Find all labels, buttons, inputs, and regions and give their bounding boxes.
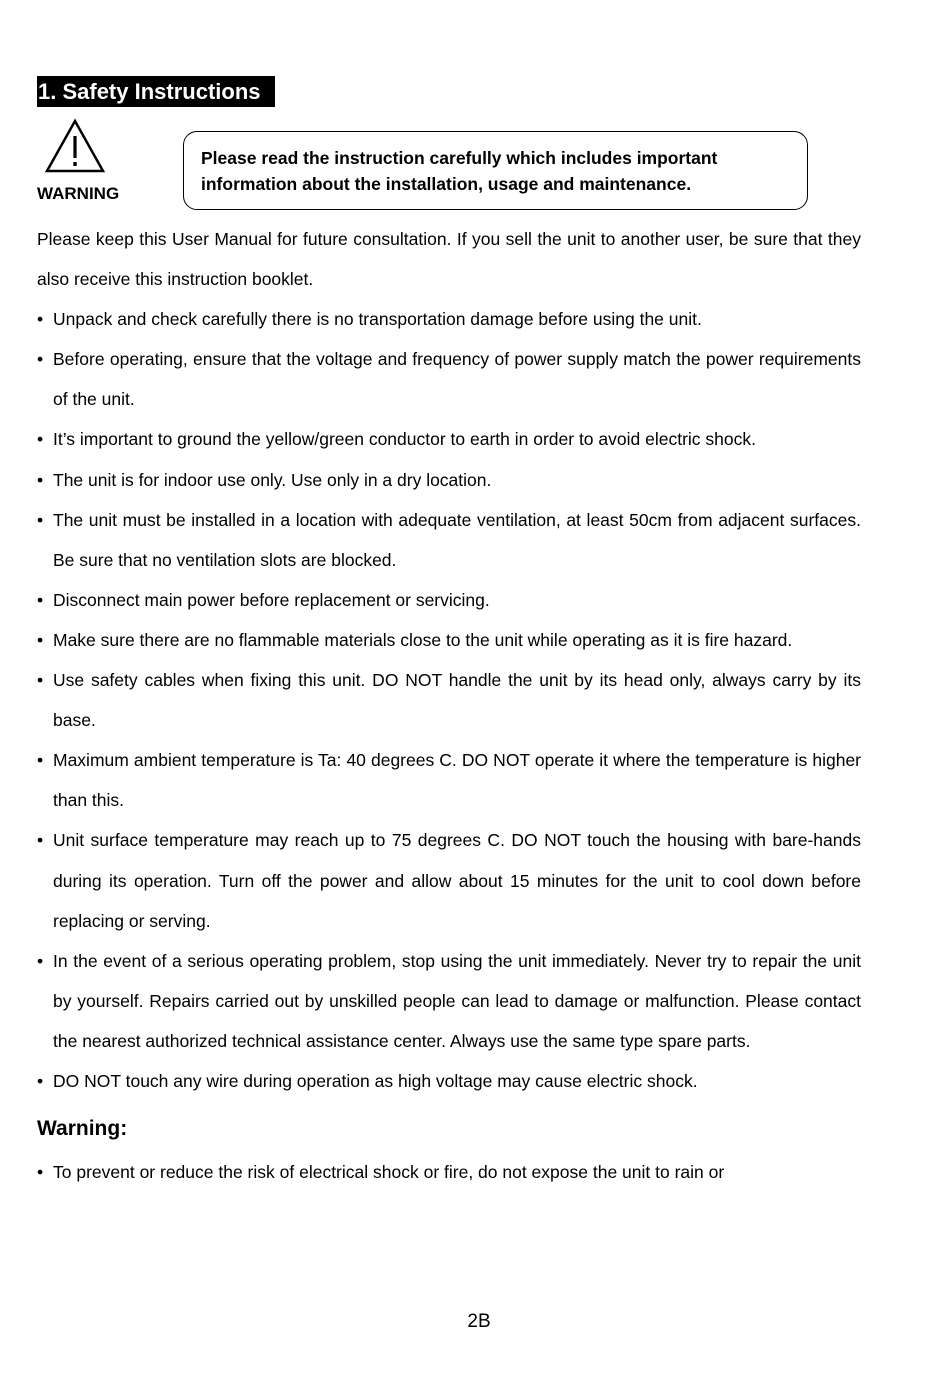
list-item: • Disconnect main power before replacement or servicing. bbox=[37, 580, 861, 620]
list-item: • Use safety cables when fixing this unit. DO NOT handle the unit by its head only, always carry by its base. bbox=[37, 660, 861, 740]
list-item: • Maximum ambient temperature is Ta: 40 degrees C. DO NOT operate it where the temperature is higher than this. bbox=[37, 740, 861, 820]
warning-heading: Warning: bbox=[37, 1117, 128, 1141]
intro-paragraph: Please keep this User Manual for future consultation. If you sell the unit to another user, be sure that they also receive this instruction booklet. bbox=[37, 229, 861, 290]
warning-triangle-icon bbox=[44, 118, 106, 174]
content bbox=[37, 219, 861, 1192]
notice-line: information about the installation, usage and maintenance. bbox=[201, 174, 692, 194]
list-item: • Unpack and check carefully there is no transportation damage before using the unit. bbox=[37, 299, 861, 339]
section-heading: 1. Safety Instructions bbox=[37, 76, 275, 107]
notice-line: Please read the instruction carefully which includes important bbox=[201, 148, 718, 168]
list-item: • The unit is for indoor use only. Use only in a dry location. bbox=[37, 460, 861, 500]
list-item: • Unit surface temperature may reach up to 75 degrees C. DO NOT touch the housing with bare-hands during its operation. Turn off the power and allow about 15 minutes for the unit to cool down before replacing or serving. bbox=[37, 820, 861, 940]
warning-list bbox=[37, 1152, 861, 1192]
list-item: • The unit must be installed in a location with adequate ventilation, at least 50cm from adjacent surfaces. Be sure that no ventilation slots are blocked. bbox=[37, 500, 861, 580]
warning-block bbox=[37, 118, 137, 203]
list-item: • Make sure there are no flammable materials close to the unit while operating as it is fire hazard. bbox=[37, 620, 861, 660]
safety-list bbox=[37, 299, 861, 1101]
list-item: • In the event of a serious operating problem, stop using the unit immediately. Never try to repair the unit by yourself. Repairs carried out by unskilled people can lead to damage or malfunction. Please contact the nearest authorized technical assistance center. Always use the same type spare parts. bbox=[37, 941, 861, 1061]
notice-box bbox=[183, 131, 808, 210]
warning-label: WARNING bbox=[37, 184, 120, 203]
list-item: • DO NOT touch any wire during operation as high voltage may cause electric shock. bbox=[37, 1061, 861, 1101]
list-item: • Before operating, ensure that the voltage and frequency of power supply match the power requirements of the unit. bbox=[37, 339, 861, 419]
list-item: • It’s important to ground the yellow/green conductor to earth in order to avoid electric shock. bbox=[37, 419, 861, 459]
list-item: • To prevent or reduce the risk of electrical shock or fire, do not expose the unit to rain or bbox=[37, 1152, 861, 1192]
page-number: 2B bbox=[467, 1311, 491, 1332]
